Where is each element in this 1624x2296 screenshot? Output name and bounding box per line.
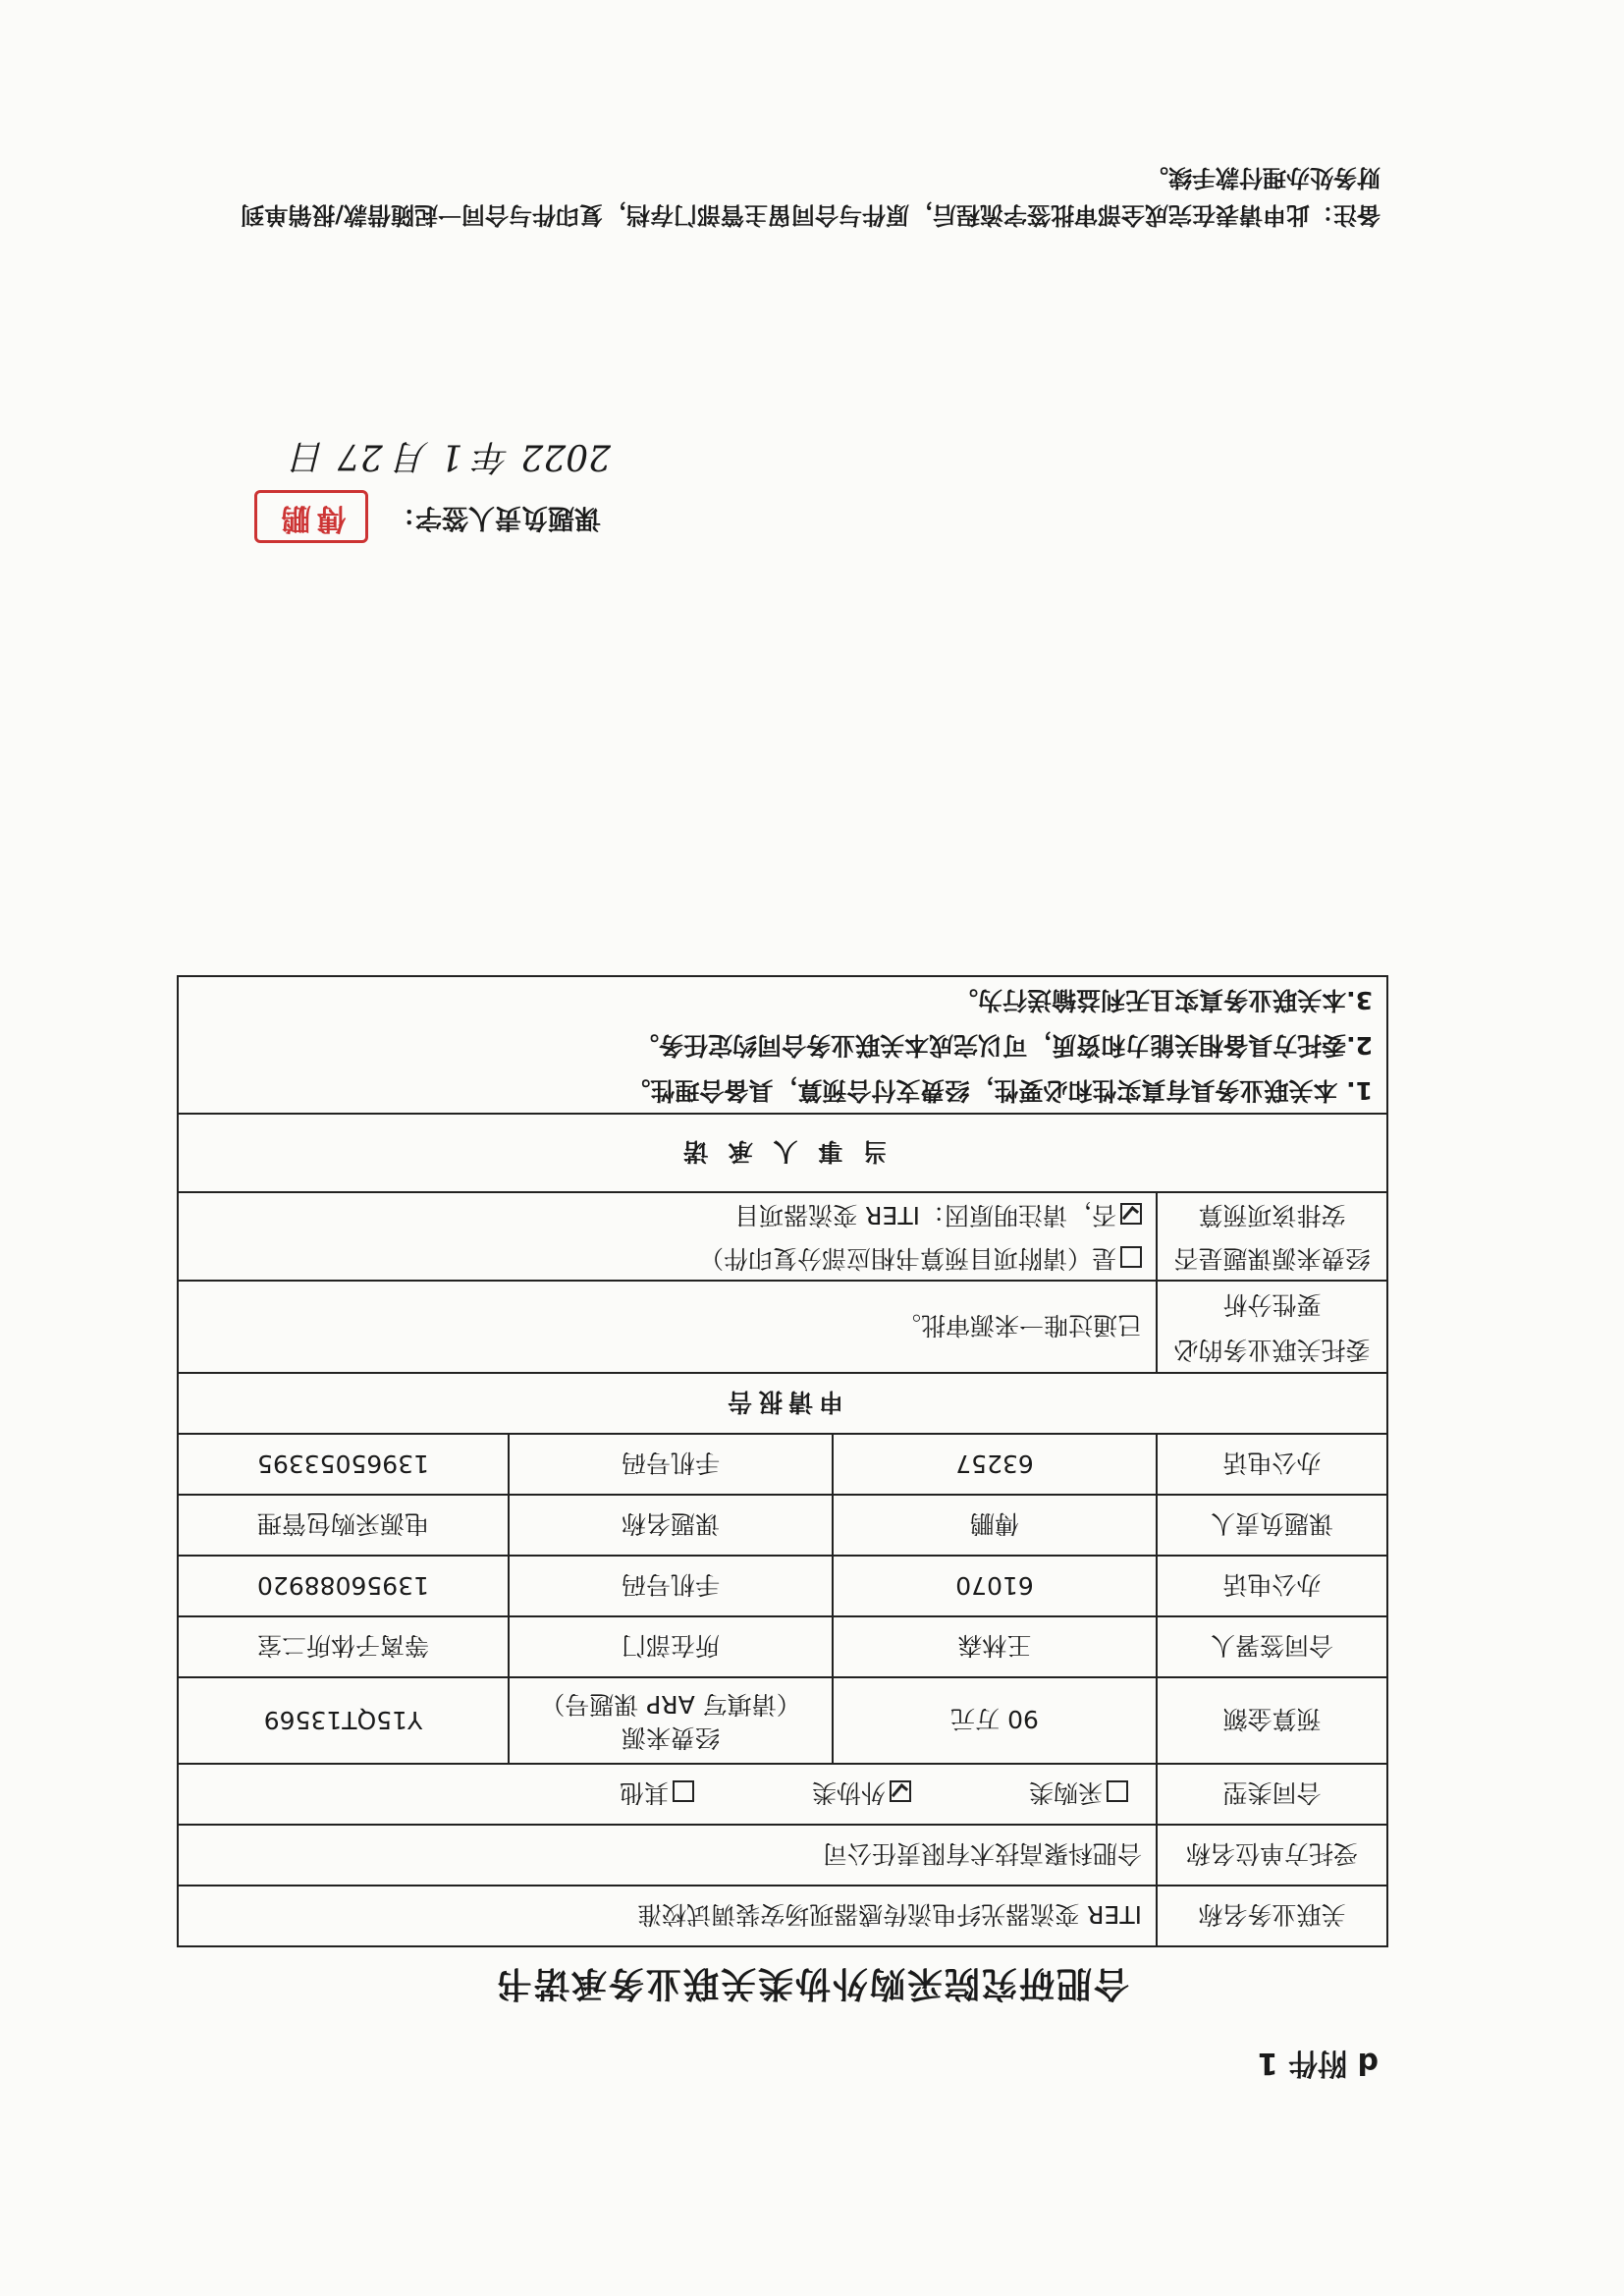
fund-yes-option[interactable]: 是（请附项目预算书相应部分复印件） bbox=[192, 1236, 1142, 1280]
signature-label: 课题负责人签字： bbox=[389, 502, 601, 533]
row-necessity bbox=[178, 1281, 1387, 1373]
option-outsourcing[interactable]: 外协类 bbox=[812, 1777, 911, 1812]
checkbox-purchase[interactable] bbox=[1107, 1780, 1128, 1802]
budget-unit: 万元 bbox=[950, 1705, 1001, 1733]
report-header: 申请报告 bbox=[178, 1373, 1387, 1434]
attachment-label: d 附件 1 bbox=[1257, 2046, 1379, 2080]
signer-mobile: 13956088920 bbox=[178, 1556, 509, 1616]
pledge-header: 当 事 人 承 诺 bbox=[178, 1114, 1387, 1192]
row-pi-phone bbox=[178, 1434, 1387, 1495]
signature-date: 2022 年 1 月 27 日 bbox=[291, 436, 611, 476]
row-contract-type bbox=[178, 1764, 1387, 1825]
signer-name: 王林森 bbox=[833, 1616, 1157, 1677]
signer-office-label: 办公电话 bbox=[1157, 1556, 1387, 1616]
fund-source-label: 经费来源 bbox=[622, 1723, 721, 1752]
option-other[interactable]: 其他 bbox=[620, 1777, 694, 1812]
checkbox-other[interactable] bbox=[673, 1780, 694, 1802]
contractor-value: 合肥科聚高技术有限责任公司 bbox=[178, 1825, 1157, 1886]
pi-project: 电源采购包管理 bbox=[178, 1495, 509, 1556]
signature-line bbox=[254, 490, 601, 543]
pi-label: 课题负责人 bbox=[1157, 1495, 1387, 1556]
signer-label: 合同签署人 bbox=[1157, 1616, 1387, 1677]
business-name-label: 关联业务名称 bbox=[1157, 1886, 1387, 1946]
checkbox-fund-no[interactable] bbox=[1120, 1203, 1142, 1225]
pi-office-phone: 63257 bbox=[833, 1434, 1157, 1495]
personal-seal: 傅鹏 bbox=[254, 490, 368, 543]
pi-mobile-label: 手机号码 bbox=[509, 1434, 833, 1495]
business-name-value: ITER 变流器光纤电流传感器现场安装调试校准 bbox=[178, 1886, 1157, 1946]
row-signer bbox=[178, 1616, 1387, 1677]
row-contractor bbox=[178, 1825, 1387, 1886]
signer-mobile-label: 手机号码 bbox=[509, 1556, 833, 1616]
contractor-label: 受托方单位名称 bbox=[1157, 1825, 1387, 1886]
necessity-label: 委托关联业务的必要性分析 bbox=[1157, 1281, 1387, 1373]
pledge-item: 2.委托方具备相关能力和资质，可以完成本关联业务合同约定任务。 bbox=[634, 1031, 1373, 1060]
row-pledge-body bbox=[178, 976, 1387, 1114]
row-pi bbox=[178, 1495, 1387, 1556]
signer-dept-label: 所在部门 bbox=[509, 1616, 833, 1677]
row-fund-budget bbox=[178, 1192, 1387, 1281]
fund-no-option[interactable]: 否，请注明原因：ITER 变流器项目 bbox=[192, 1193, 1142, 1236]
pi-office-label: 办公电话 bbox=[1157, 1434, 1387, 1495]
contract-type-label: 合同类型 bbox=[1157, 1764, 1387, 1825]
option-purchase[interactable]: 采购类 bbox=[1029, 1777, 1128, 1812]
signer-office-phone: 61070 bbox=[833, 1556, 1157, 1616]
contract-type-options bbox=[192, 1777, 1142, 1812]
fund-budget-label: 经费来源课题是否安排该项预算 bbox=[1157, 1192, 1387, 1281]
row-report-header bbox=[178, 1373, 1387, 1434]
pledge-form-table bbox=[177, 436, 1388, 1947]
row-pledge-header bbox=[178, 1114, 1387, 1192]
budget-amount: 90 bbox=[1007, 1705, 1039, 1733]
footnote: 备注：此申请表在完成全部审批签字流程后，原件与合同留主管部门存档，复印件与合同一起随借款/报销单到财务处办理付款手续。 bbox=[241, 164, 1380, 229]
project-number: Y15QT13569 bbox=[178, 1677, 509, 1764]
pledge-item: 1. 本关联业务具有真实性和必要性，经费支付合预算，具备合理性。 bbox=[625, 1076, 1373, 1105]
fund-source-hint: （请填写 ARP 课题号） bbox=[540, 1690, 801, 1719]
row-signer-phone bbox=[178, 1556, 1387, 1616]
pledge-item: 3.本关联业务真实且无利益输送行为。 bbox=[953, 986, 1373, 1014]
document-title: 合肥研究院采购外协类关联业务承诺书 bbox=[495, 1963, 1130, 2003]
checkbox-outsourcing[interactable] bbox=[890, 1780, 911, 1802]
signer-dept: 等离子体所二室 bbox=[178, 1616, 509, 1677]
pi-mobile: 13965053395 bbox=[178, 1434, 509, 1495]
checkbox-fund-yes[interactable] bbox=[1120, 1246, 1142, 1268]
row-business-name bbox=[178, 1886, 1387, 1946]
pi-name: 傅鹏 bbox=[833, 1495, 1157, 1556]
budget-label: 预算金额 bbox=[1157, 1677, 1387, 1764]
necessity-text: 已通过唯一来源审批。 bbox=[178, 1281, 1157, 1373]
pi-project-label: 课题名称 bbox=[509, 1495, 833, 1556]
row-budget bbox=[178, 1677, 1387, 1764]
